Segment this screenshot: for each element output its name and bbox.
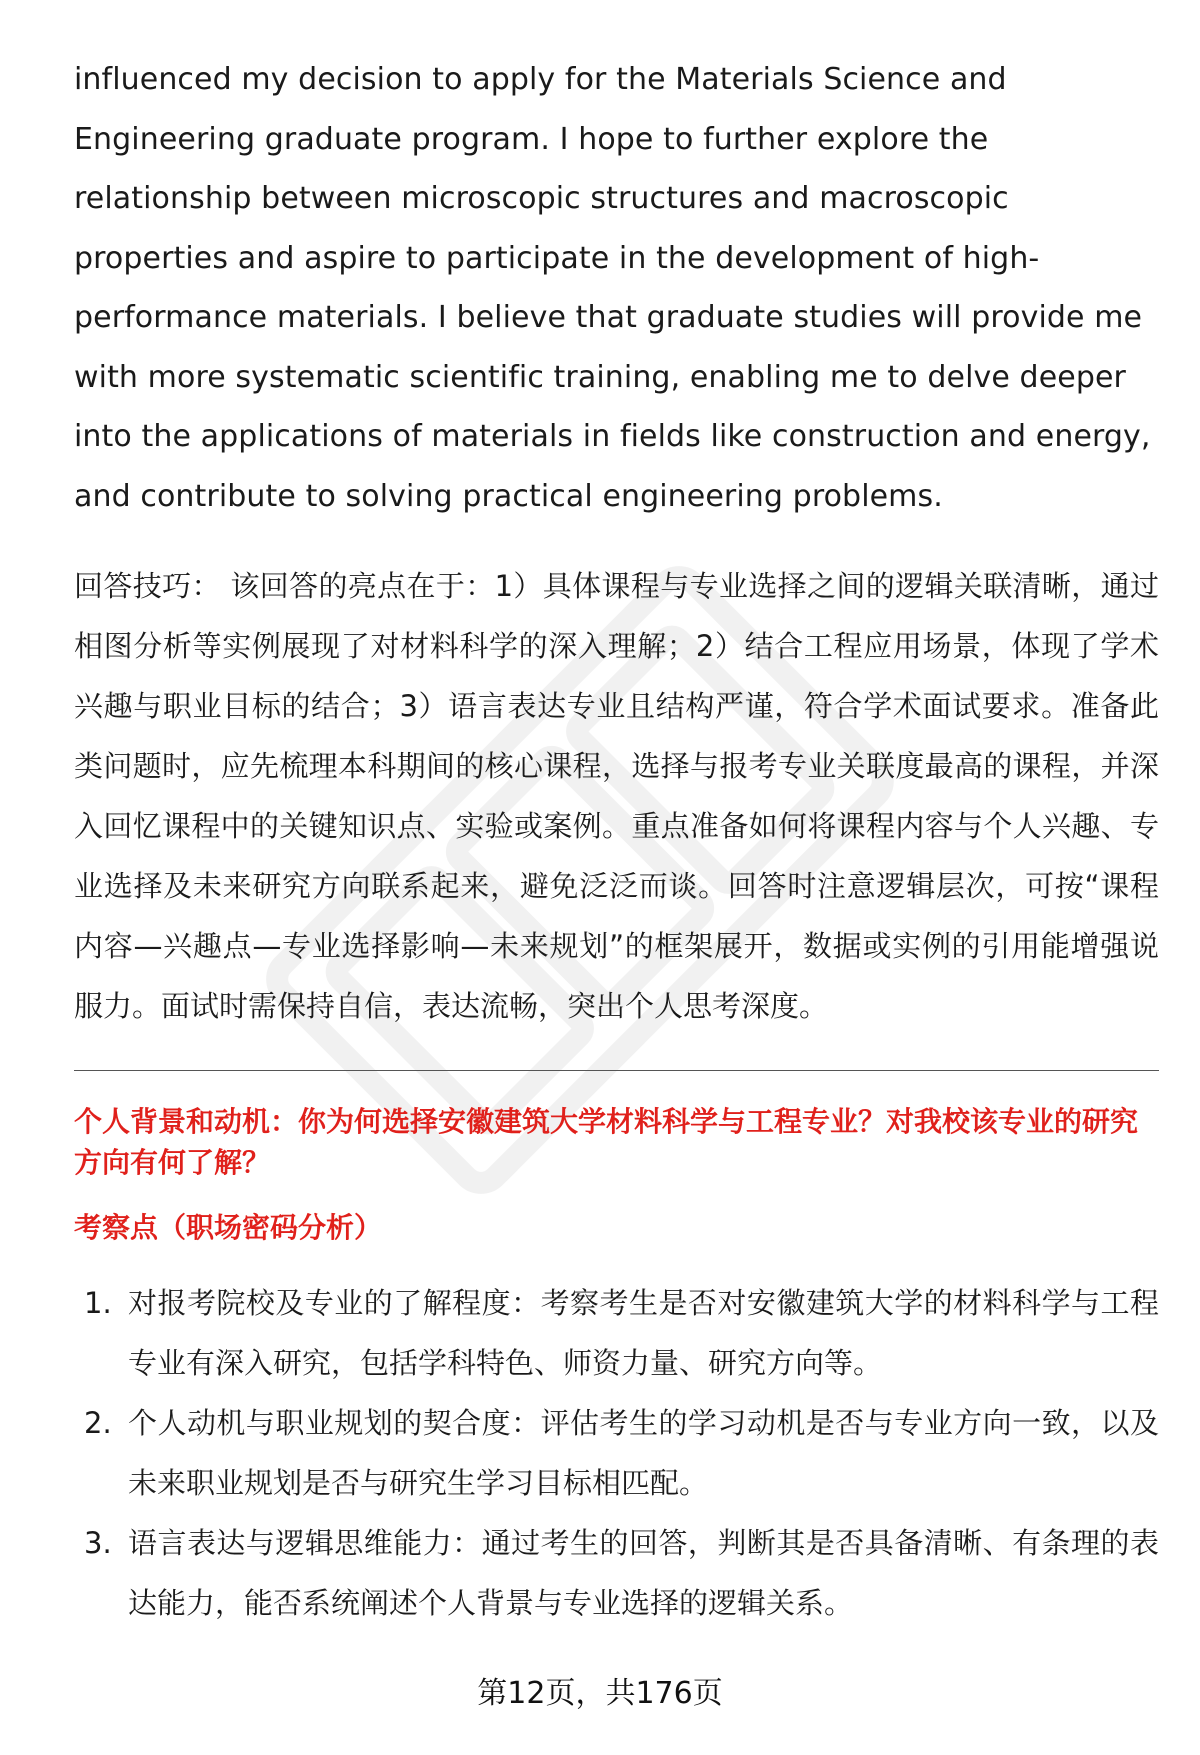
list-item [74, 1513, 1159, 1633]
list-item-number: 2. [84, 1406, 112, 1440]
list-item-text: 对报考院校及专业的了解程度：考察考生是否对安徽建筑大学的材料科学与工程专业有深入研究，包括学科特色、师资力量、研究方向等。 [128, 1286, 1159, 1380]
list-item-number: 1. [84, 1286, 112, 1320]
question-heading: 个人背景和动机：你为何选择安徽建筑大学材料科学与工程专业？对我校该专业的研究方向有何了解？ [74, 1105, 1139, 1179]
list-item-text: 语言表达与逻辑思维能力：通过考生的回答，判断其是否具备清晰、有条理的表达能力，能否系统阐述个人背景与专业选择的逻辑关系。 [128, 1526, 1159, 1620]
list-item-text: 个人动机与职业规划的契合度：评估考生的学习动机是否与专业方向一致，以及未来职业规划是否与研究生学习目标相匹配。 [128, 1406, 1159, 1500]
list-item [74, 1393, 1159, 1513]
answer-continuation-paragraph: influenced my decision to apply for the Materials Science and Engineering graduate program. I hope to further explore the relationship between microscopic structures and macroscopic properties and aspire to participate in the development of high-performance materials. I believe that graduate studies will provide me with more systematic scientific training, enabling me to delve deeper into the applications of materials in fields like construction and energy, and contribute to solving practical engineering problems. [74, 62, 1151, 514]
assessment-heading: 考察点（职场密码分析） [74, 1211, 383, 1244]
list-item-number: 3. [84, 1526, 112, 1560]
assessment-points-list [74, 1273, 1159, 1633]
section-divider [74, 1070, 1159, 1071]
page-number-footer: 第12页，共176页 [477, 1676, 723, 1711]
document-page [74, 50, 1159, 1633]
list-item [74, 1273, 1159, 1393]
answer-tips-paragraph: 回答技巧： 该回答的亮点在于：1）具体课程与专业选择之间的逻辑关联清晰，通过相图分析等实例展现了对材料科学的深入理解；2）结合工程应用场景，体现了学术兴趣与职业目标的结合；3）语言表达专业且结构严谨，符合学术面试要求。准备此类问题时，应先梳理本科期间的核心课程，选择与报考专业关联度最高的课程，并深入回忆课程中的关键知识点、实验或案例。重点准备如何将课程内容与个人兴趣、专业选择及未来研究方向联系起来，避免泛泛而谈。回答时注意逻辑层次，可按“课程内容—兴趣点—专业选择影响—未来规划”的框架展开，数据或实例的引用能增强说服力。面试时需保持自信，表达流畅，突出个人思考深度。 [74, 569, 1159, 1023]
